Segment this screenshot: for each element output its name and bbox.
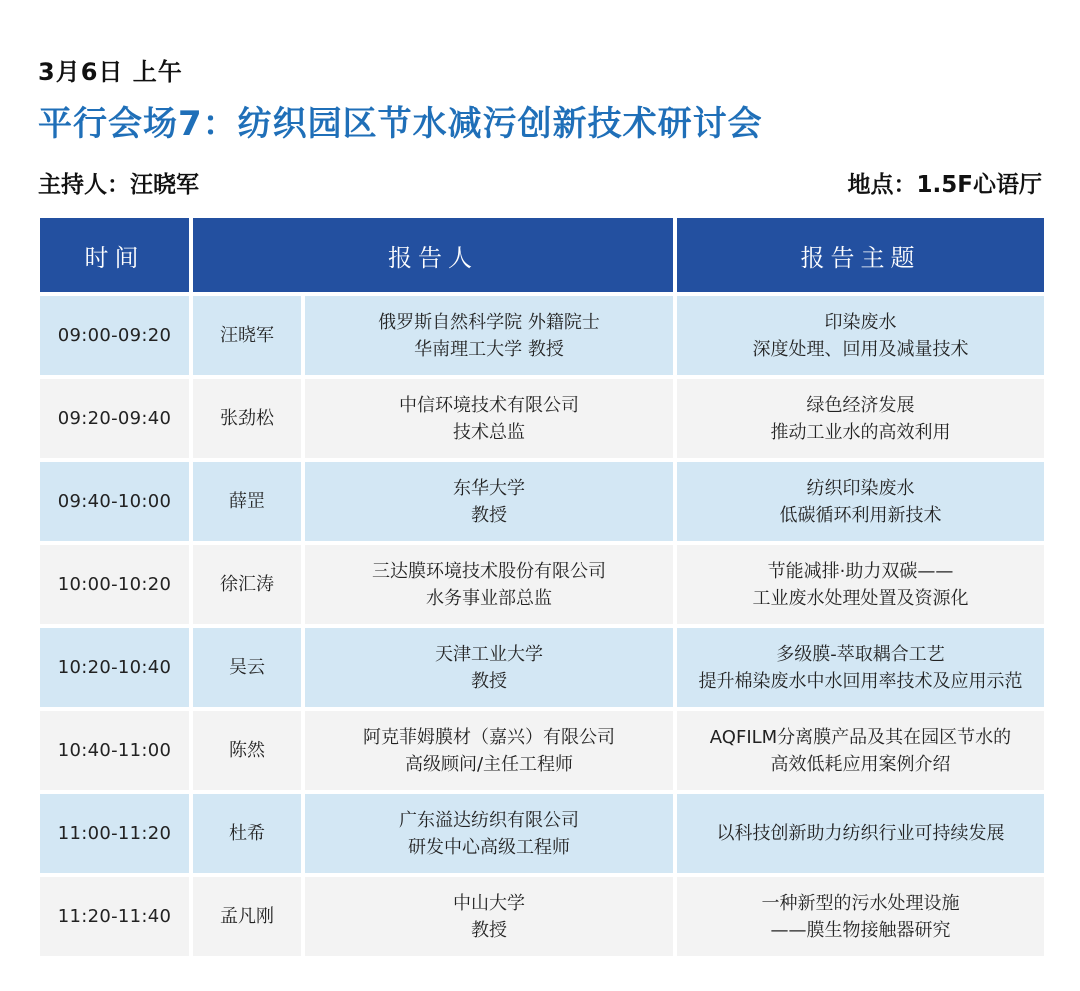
table-row [40, 462, 1044, 541]
talk-topic [677, 462, 1044, 541]
affiliation-line: 广东溢达纺织有限公司 [399, 809, 579, 831]
affiliation-line: 研发中心高级工程师 [408, 836, 570, 858]
topic-line: 绿色经济发展 [806, 394, 915, 416]
talk-topic [677, 628, 1044, 707]
affiliation-line: 高级顾问/主任工程师 [404, 753, 574, 775]
time-cell: 09:00-09:20 [40, 296, 189, 375]
topic-line: 推动工业水的高效利用 [770, 421, 951, 443]
speaker-affiliation [305, 794, 673, 873]
affiliation-line: 天津工业大学 [435, 643, 543, 665]
table-row [40, 877, 1044, 956]
table-row [40, 545, 1044, 624]
speaker-affiliation [305, 877, 673, 956]
topic-line: 一种新型的污水处理设施 [761, 892, 960, 914]
schedule-table [36, 214, 1048, 960]
affiliation-line: 俄罗斯自然科学院 外籍院士 [378, 311, 600, 333]
topic-line: 深度处理、回用及减量技术 [752, 338, 969, 360]
speaker-name: 徐汇涛 [193, 545, 301, 624]
affiliation-line: 三达膜环境技术股份有限公司 [372, 560, 606, 582]
speaker-affiliation [305, 462, 673, 541]
affiliation-line: 教授 [471, 670, 507, 692]
topic-line: 低碳循环利用新技术 [779, 504, 942, 526]
affiliation-line: 水务事业部总监 [426, 587, 552, 609]
speaker-affiliation [305, 379, 673, 458]
topic-line: ——膜生物接触器研究 [770, 919, 951, 941]
topic-line: 提升棉染废水中水回用率技术及应用示范 [698, 670, 1023, 692]
speaker-name: 孟凡刚 [193, 877, 301, 956]
topic-line: 工业废水处理处置及资源化 [752, 587, 969, 609]
table-row [40, 379, 1044, 458]
table-row [40, 794, 1044, 873]
topic-line: 印染废水 [824, 311, 897, 333]
speaker-name: 杜希 [193, 794, 301, 873]
talk-topic [677, 545, 1044, 624]
time-cell: 11:00-11:20 [40, 794, 189, 873]
speaker-name: 张劲松 [193, 379, 301, 458]
affiliation-line: 东华大学 [453, 477, 525, 499]
speaker-name: 汪晓军 [193, 296, 301, 375]
table-row [40, 711, 1044, 790]
time-cell: 11:20-11:40 [40, 877, 189, 956]
talk-topic [677, 711, 1044, 790]
topic-line: 节能减排·助力双碳—— [767, 560, 954, 582]
speaker-name: 吴云 [193, 628, 301, 707]
affiliation-line: 中信环境技术有限公司 [399, 394, 579, 416]
session-title: 平行会场7：纺织园区节水减污创新技术研讨会 [38, 104, 763, 144]
table-row [40, 296, 1044, 375]
talk-topic [677, 794, 1044, 873]
affiliation-line: 中山大学 [453, 892, 525, 914]
table-row [40, 628, 1044, 707]
talk-topic [677, 379, 1044, 458]
topic-line: AQFILM分离膜产品及其在园区节水的 [709, 726, 1012, 748]
topic-line: 高效低耗应用案例介绍 [770, 753, 951, 775]
column-header-topic: 报告主题 [677, 218, 1044, 292]
session-venue: 地点：1.5F心语厅 [847, 172, 1042, 198]
topic-line: 以科技创新助力纺织行业可持续发展 [716, 823, 1005, 844]
speaker-name: 陈然 [193, 711, 301, 790]
speaker-name: 薛罡 [193, 462, 301, 541]
speaker-affiliation [305, 711, 673, 790]
topic-line: 多级膜-萃取耦合工艺 [776, 643, 945, 665]
speaker-affiliation [305, 628, 673, 707]
time-cell: 09:20-09:40 [40, 379, 189, 458]
speaker-affiliation [305, 545, 673, 624]
time-cell: 10:40-11:00 [40, 711, 189, 790]
topic-line: 纺织印染废水 [806, 477, 915, 499]
speaker-affiliation [305, 296, 673, 375]
talk-topic [677, 877, 1044, 956]
affiliation-line: 教授 [471, 919, 507, 941]
time-cell: 10:00-10:20 [40, 545, 189, 624]
session-host: 主持人：汪晓军 [38, 172, 199, 198]
session-date: 3月6日 上午 [38, 58, 183, 86]
affiliation-line: 教授 [471, 504, 507, 526]
column-header-time: 时间 [40, 218, 189, 292]
talk-topic [677, 296, 1044, 375]
affiliation-line: 阿克菲姆膜材（嘉兴）有限公司 [363, 726, 615, 748]
table-header-row [40, 218, 1044, 292]
time-cell: 09:40-10:00 [40, 462, 189, 541]
affiliation-line: 华南理工大学 教授 [414, 338, 564, 360]
affiliation-line: 技术总监 [453, 421, 525, 443]
column-header-speaker: 报告人 [193, 218, 673, 292]
time-cell: 10:20-10:40 [40, 628, 189, 707]
